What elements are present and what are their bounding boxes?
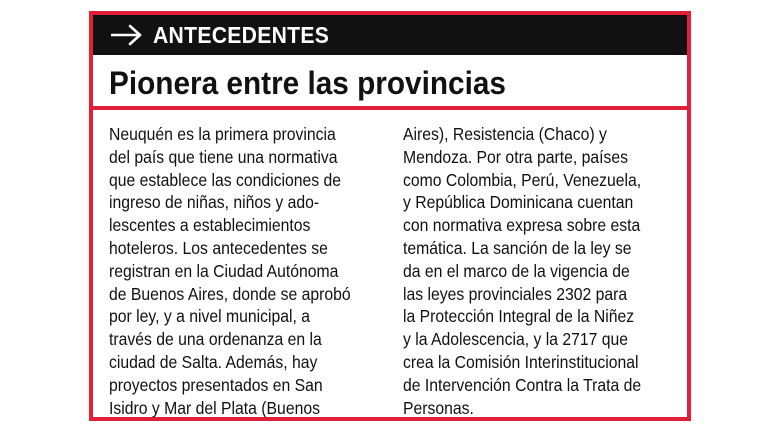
headline: Pionera entre las provincias bbox=[109, 65, 506, 101]
text-line: del país que tiene una normativa bbox=[109, 146, 338, 167]
text-line: ciudad de Salta. Además, hay bbox=[109, 351, 318, 372]
text-line: lescentes a establecimientos bbox=[109, 215, 311, 236]
text-line: da en el marco de la vigencia de bbox=[403, 260, 630, 281]
headline-divider bbox=[93, 106, 687, 110]
article-body bbox=[109, 123, 677, 419]
text-line: la Protección Integral de la Niñez bbox=[403, 306, 635, 327]
text-line: con normativa expresa sobre esta bbox=[403, 215, 641, 236]
text-line: registran en la Ciudad Autónoma bbox=[109, 260, 339, 281]
right-arrow-icon bbox=[111, 24, 143, 46]
text-line: hoteleros. Los antecedentes se bbox=[109, 237, 328, 258]
text-line: Neuquén es la primera provincia bbox=[109, 124, 336, 144]
article-box bbox=[89, 11, 691, 421]
section-bar bbox=[93, 15, 687, 55]
text-line: de Buenos Aires, donde se aprobó bbox=[109, 283, 351, 304]
text-line: de Intervención Contra la Trata de bbox=[403, 374, 642, 395]
text-line: ingreso de niñas, niños y ado- bbox=[109, 192, 320, 213]
text-line: proyectos presentados en San bbox=[109, 374, 323, 395]
text-line: Mendoza. Por otra parte, países bbox=[403, 146, 628, 167]
text-line: temática. La sanción de la ley se bbox=[403, 237, 632, 258]
text-line: través de una ordenanza en la bbox=[109, 329, 322, 350]
text-line: que establece las condiciones de bbox=[109, 169, 342, 190]
text-line: como Colombia, Perú, Venezuela, bbox=[403, 169, 642, 190]
text-line: por ley, y a nivel municipal, a bbox=[109, 306, 311, 327]
text-line: Personas. bbox=[403, 397, 474, 418]
text-line: Isidro y Mar del Plata (Buenos bbox=[109, 397, 320, 418]
text-line: Aires), Resistencia (Chaco) y bbox=[403, 124, 607, 144]
text-line: crea la Comisión Interinstitucional bbox=[403, 351, 639, 372]
section-kicker: ANTECEDENTES bbox=[153, 21, 330, 48]
text-column-right bbox=[403, 123, 677, 419]
text-line: y la Adolescencia, y la 2717 que bbox=[403, 329, 629, 350]
text-line: las leyes provinciales 2302 para bbox=[403, 283, 628, 304]
text-line: y República Dominicana cuentan bbox=[403, 192, 634, 213]
text-column-left bbox=[109, 123, 383, 419]
